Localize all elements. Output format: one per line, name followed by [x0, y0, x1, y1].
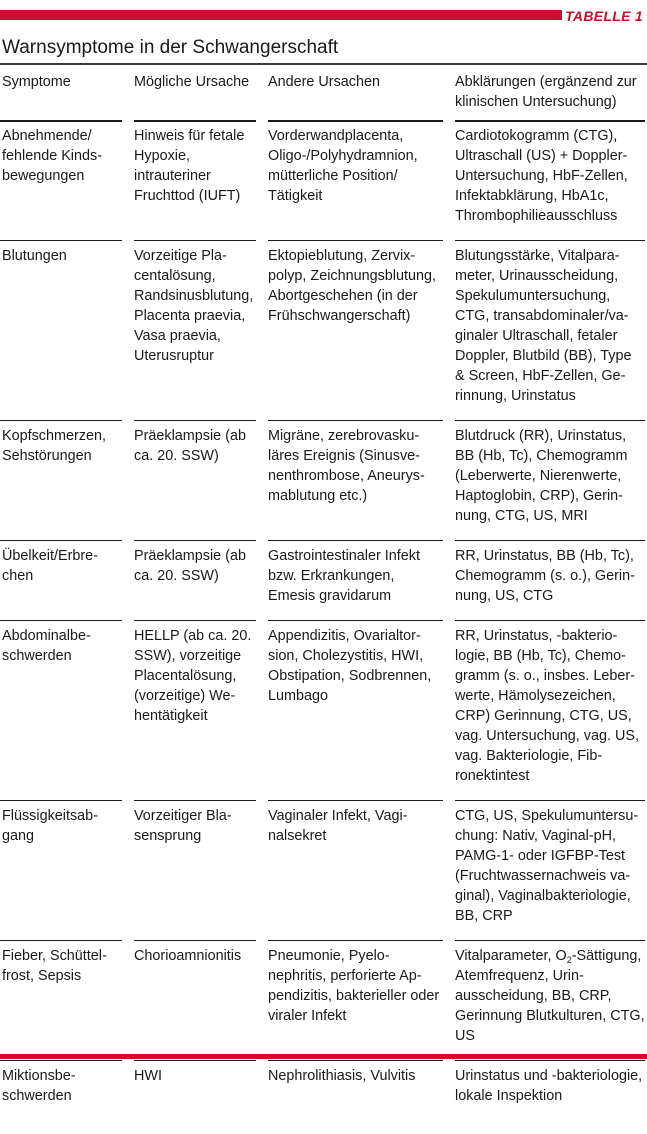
cell-symptom: Blutungen	[0, 240, 134, 420]
cell-other: Pneumonie, Pyelonephritis, perforierte Appendizitis, bakterieller oder viraler Infekt	[268, 940, 455, 1060]
column-header-ursache: Mögliche Ursache	[134, 74, 250, 90]
bottom-accent-bar	[0, 1054, 647, 1059]
cell-other: Gastrointestinaler Infekt bzw. Erkrankungen, Emesis gravidarum	[268, 540, 455, 620]
cell-tests: CTG, US, Spekulumuntersuchung: Nativ, Vaginal-pH, PAMG-1- oder IGFBP-Test (Fruchtwassernachweis vaginal), Vaginalbakteriologie, BB, CRP	[455, 800, 647, 940]
cell-tests: Urinstatus und -bakteriologie, lokale Inspektion	[455, 1060, 647, 1120]
cell-tests: Blutdruck (RR), Urinstatus, BB (Hb, Tc), Chemogramm (Leberwerte, Nierenwerte, Haptoglobin, CRP), Gerinnung, CTG, US, MRI	[455, 420, 647, 540]
table-title: Warnsymptome in der Schwangerschaft	[2, 37, 339, 58]
cell-cause: Präeklampsie (ab ca. 20. SSW)	[134, 540, 268, 620]
cell-cause: HELLP (ab ca. 20. SSW), vorzeitige Placentalösung, (vorzeitige) Wehentätigkeit	[134, 620, 268, 800]
red-rule	[0, 10, 562, 20]
table-row	[0, 540, 647, 620]
cell-other: Vorderwandplacenta, Oligo-/Polyhydramnion, mütterliche Position/ Tätigkeit	[268, 120, 455, 240]
cell-other: Ektopieblutung, Zervixpolyp, Zeichnungsblutung, Abortgeschehen (in der Frühschwangerschaft)	[268, 240, 455, 420]
cell-symptom: Abnehmende/ fehlende Kindsbewegungen	[0, 120, 134, 240]
cell-cause: Chorioamnionitis	[134, 940, 268, 1060]
header-row	[0, 65, 647, 120]
cell-other: Nephrolithiasis, Vulvitis	[268, 1060, 455, 1120]
cell-symptom: Übelkeit/Erbrechen	[0, 540, 134, 620]
cell-other: Appendizitis, Ovarialtorsion, Cholezystitis, HWI, Obstipation, Sodbrennen, Lumbago	[268, 620, 455, 800]
cell-symptom: Abdominalbeschwerden	[0, 620, 134, 800]
top-accent-bar	[0, 10, 647, 23]
cell-cause: Hinweis für fetale Hypoxie, intrauteriner Fruchttod (IUFT)	[134, 120, 268, 240]
cell-symptom: Kopfschmerzen, Sehstörungen	[0, 420, 134, 540]
cell-cause: Vorzeitige Placentalösung, Randsinusblutung, Placenta praevia, Vasa praevia, Uterusruptur	[134, 240, 268, 420]
cell-symptom: Miktionsbeschwerden	[0, 1060, 134, 1120]
table-row	[0, 620, 647, 800]
cell-tests: Cardiotokogramm (CTG), Ultraschall (US) + Doppler-Untersuchung, HbF-Zellen, Infektabklärung, HbA1c, Thrombophilieausschluss	[455, 120, 647, 240]
column-header-abklaerungen: Abklärungen (ergänzend zur klinischen Untersuchung)	[455, 74, 637, 110]
table-row	[0, 420, 647, 540]
table-row	[0, 1060, 647, 1120]
cell-other: Vaginaler Infekt, Vaginalsekret	[268, 800, 455, 940]
table-label: TABELLE 1	[565, 8, 643, 24]
cell-symptom: Fieber, Schüttelfrost, Sepsis	[0, 940, 134, 1060]
column-header-andere: Andere Ursachen	[268, 74, 380, 90]
cell-cause: Präeklampsie (ab ca. 20. SSW)	[134, 420, 268, 540]
cell-other: Migräne, zerebrovaskuläres Ereignis (Sinusvenenthrombose, Aneurysmablutung etc.)	[268, 420, 455, 540]
cell-tests: RR, Urinstatus, BB (Hb, Tc), Chemogramm (s. o.), Gerinnung, US, CTG	[455, 540, 647, 620]
cell-tests: RR, Urinstatus, -bakteriologie, BB (Hb, Tc), Chemogramm (s. o., insbes. Leberwerte, Hämolysezeichen, CRP) Gerinnung, CTG, US, vag. Untersuchung, vag. US, vag. Bakteriologie, Fibronektintest	[455, 620, 647, 800]
column-header-symptome: Symptome	[2, 74, 71, 90]
cell-symptom: Flüssigkeitsabgang	[0, 800, 134, 940]
symptom-table	[0, 65, 647, 1120]
cell-tests: Blutungsstärke, Vitalparameter, Urinausscheidung, Spekulumuntersuchung, CTG, transabdominaler/vaginaler Ultraschall, fetaler Doppler, Blutbild (BB), Type & Screen, HbF-Zellen, Gerinnung, Urinstatus	[455, 240, 647, 420]
table-row	[0, 240, 647, 420]
cell-cause: HWI	[134, 1060, 268, 1120]
table-row	[0, 120, 647, 240]
cell-tests: Vitalparameter, $O_2$-Sättigung, Atemfrequenz, Urinausscheidung, BB, CRP, Gerinnung Blutkulturen, CTG, US	[455, 940, 647, 1060]
table-row	[0, 940, 647, 1060]
cell-cause: Vorzeitiger Blasensprung	[134, 800, 268, 940]
table-row	[0, 800, 647, 940]
